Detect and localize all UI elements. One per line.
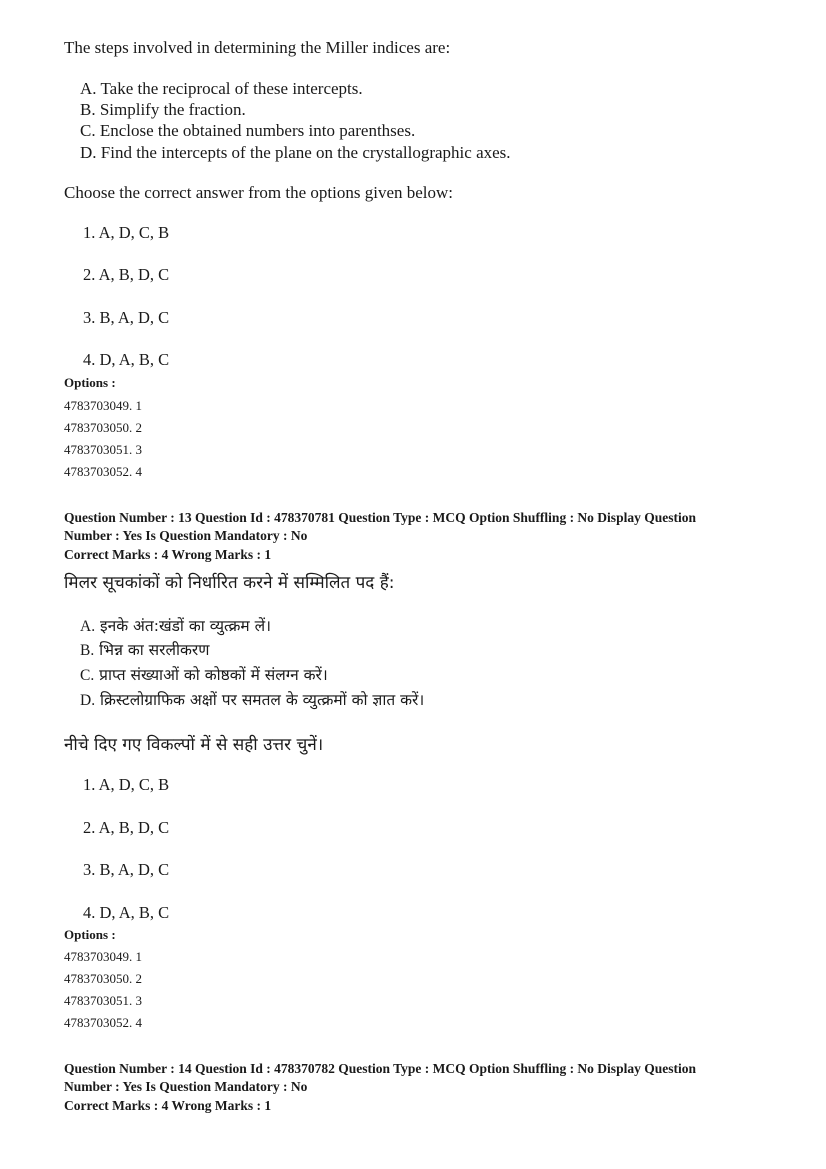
question-intro: The steps involved in determining the Miller indices are:: [64, 38, 451, 57]
option-id: 4783703049. 1: [64, 949, 142, 964]
options-label: Options :: [64, 927, 116, 942]
statement-text: क्रिस्टलोग्राफिक अक्षों पर समतल के व्युत्क्रमों को ज्ञात करें।: [100, 691, 425, 709]
statement-item-hindi: [80, 614, 271, 636]
option-id: 4783703050. 2: [64, 420, 142, 435]
question-meta: Question Number : 13 Question Id : 478370781 Question Type : MCQ Option Shuffling : No Display Question: [64, 510, 696, 525]
option-id: 4783703051. 3: [64, 993, 142, 1008]
statement-item-hindi: [80, 638, 209, 660]
option-id: 4783703052. 4: [64, 464, 142, 479]
question-intro-hindi: मिलर सूचकांकों को निर्धारित करने में सम्मिलित पद हैं:: [64, 573, 395, 593]
answer-choice: 3. B, A, D, C: [83, 860, 170, 879]
question-marks: Correct Marks : 4 Wrong Marks : 1: [64, 1098, 272, 1113]
statement-text: इनके अंत:खंडों का व्युत्क्रम लें।: [100, 617, 271, 635]
question-meta: Number : Yes Is Question Mandatory : No: [64, 528, 308, 543]
question-marks: Correct Marks : 4 Wrong Marks : 1: [64, 547, 272, 562]
statement-text: प्राप्त संख्याओं को कोष्ठकों में संलग्न करें।: [99, 666, 328, 684]
answer-choice: 4. D, A, B, C: [83, 903, 170, 922]
statement-item-hindi: [80, 663, 328, 685]
statement-item: D. Find the intercepts of the plane on the crystallographic axes.: [80, 143, 511, 162]
answer-choice: 2. A, B, D, C: [83, 265, 170, 284]
statement-text: भिन्न का सरलीकरण: [99, 641, 210, 659]
statement-label: B.: [80, 642, 95, 659]
statement-label: D.: [80, 692, 96, 709]
answer-choice: 2. A, B, D, C: [83, 818, 170, 837]
option-id: 4783703052. 4: [64, 1015, 142, 1030]
statement-label: A.: [80, 618, 96, 635]
question-meta: Question Number : 14 Question Id : 478370782 Question Type : MCQ Option Shuffling : No Display Question: [64, 1061, 696, 1076]
choose-instruction: Choose the correct answer from the options given below:: [64, 183, 454, 202]
answer-choice: 1. A, D, C, B: [83, 223, 170, 242]
option-id: 4783703051. 3: [64, 442, 142, 457]
option-id: 4783703049. 1: [64, 398, 142, 413]
statement-item-hindi: [80, 688, 424, 710]
answer-choice: 1. A, D, C, B: [83, 775, 170, 794]
answer-choice: 3. B, A, D, C: [83, 308, 170, 327]
options-label: Options :: [64, 375, 116, 390]
statement-item: B. Simplify the fraction.: [80, 100, 246, 119]
statement-item: C. Enclose the obtained numbers into parenthses.: [80, 121, 416, 140]
answer-choice: 4. D, A, B, C: [83, 350, 170, 369]
question-meta: Number : Yes Is Question Mandatory : No: [64, 1079, 308, 1094]
option-id: 4783703050. 2: [64, 971, 142, 986]
choose-instruction-hindi: नीचे दिए गए विकल्पों में से सही उत्तर चुनें।: [64, 735, 324, 755]
statement-item: A. Take the reciprocal of these intercepts.: [80, 79, 363, 98]
statement-label: C.: [80, 667, 95, 684]
